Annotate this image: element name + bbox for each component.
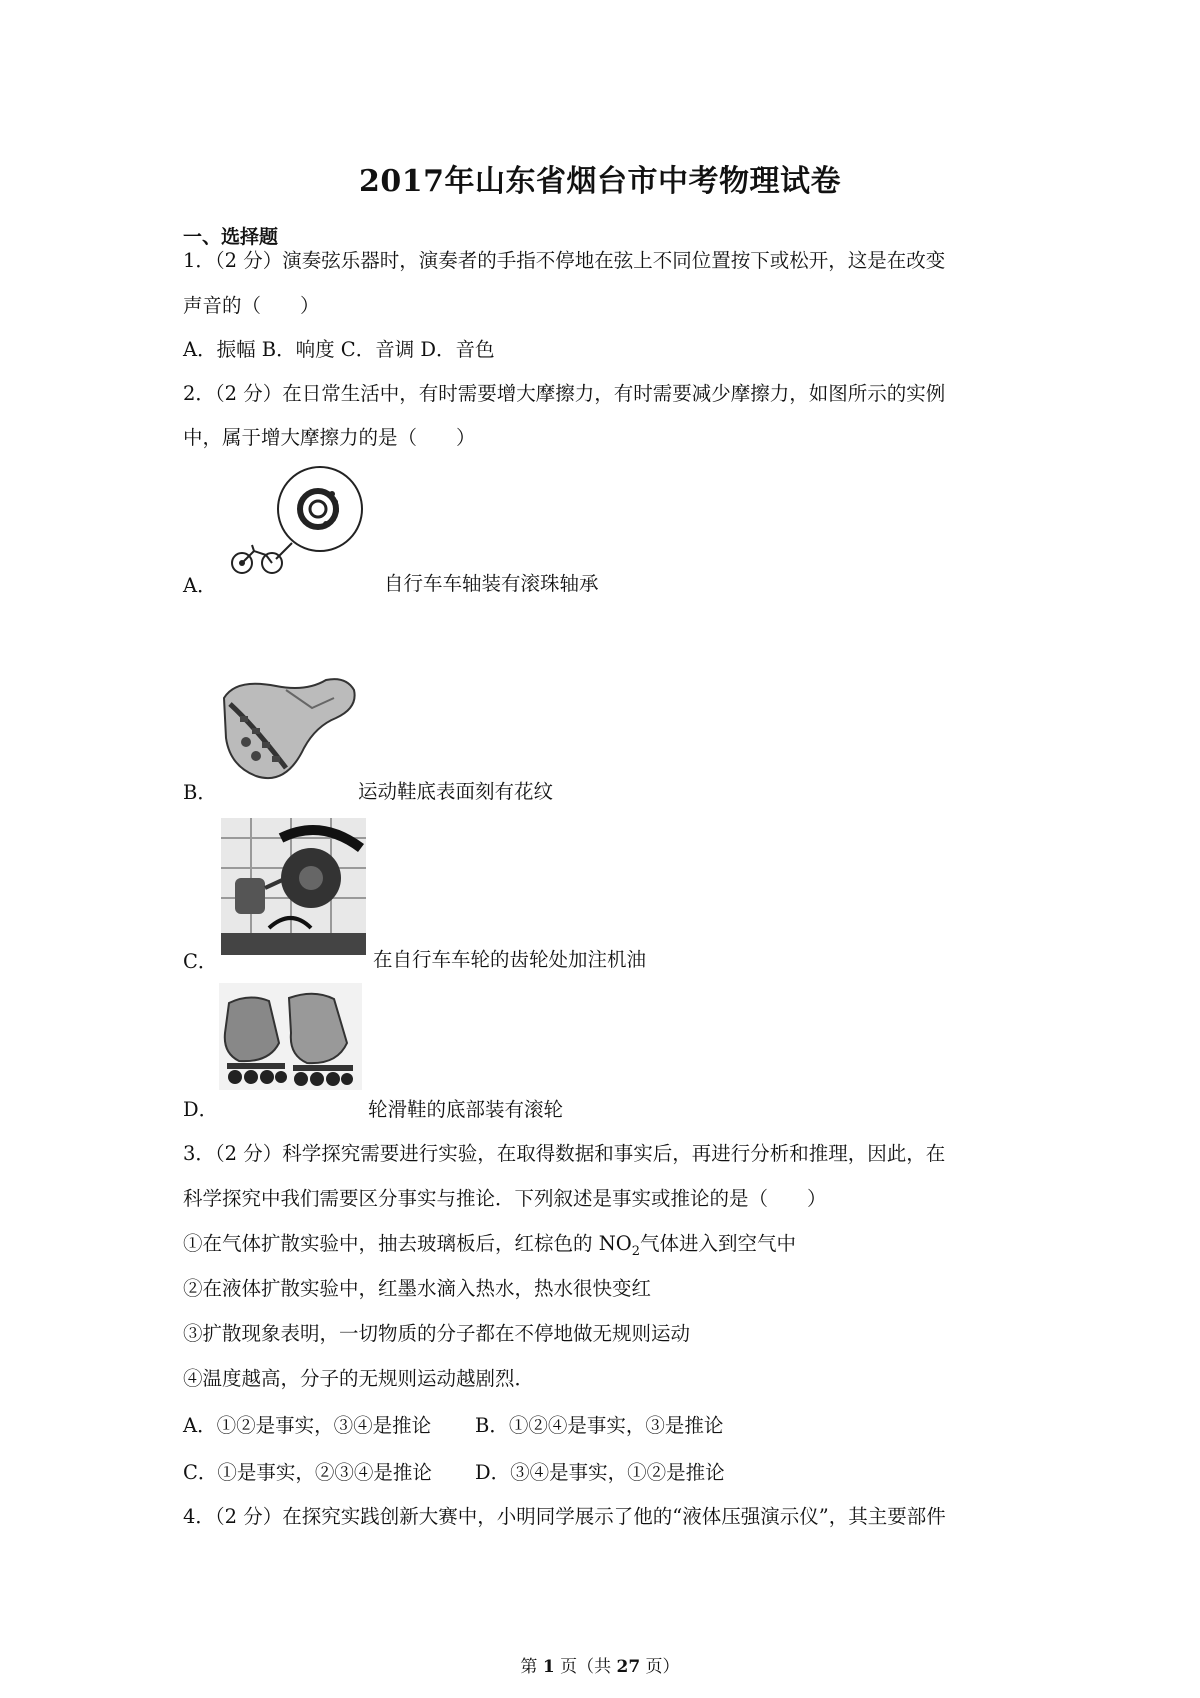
q3-statement-3: ③扩散现象表明，一切物质的分子都在不停地做无规则运动 bbox=[183, 1322, 691, 1345]
q3-statement-1: ①在气体扩散实验中，抽去玻璃板后，红棕色的 $NO_2$气体进入到空气中 bbox=[183, 1232, 797, 1259]
q3-option-b: B．①②④是事实，③是推论 bbox=[475, 1414, 724, 1437]
q2-option-d-text: 轮滑鞋的底部装有滚轮 bbox=[368, 1098, 564, 1121]
q3-statement-2: ②在液体扩散实验中，红墨水滴入热水，热水很快变红 bbox=[183, 1277, 652, 1300]
q2-option-a-text: 自行车车轴装有滚珠轴承 bbox=[384, 572, 599, 595]
q2-option-b-text: 运动鞋底表面刻有花纹 bbox=[358, 780, 554, 803]
roller-skate-icon bbox=[219, 983, 362, 1090]
q3-option-a: A．①②是事实，③④是推论 bbox=[183, 1414, 432, 1437]
section-heading: 一、选择题 bbox=[183, 226, 279, 248]
q3-option-c: C．①是事实，②③④是推论 bbox=[183, 1461, 432, 1484]
q2-option-a-letter: A． bbox=[183, 574, 217, 597]
q2-option-c-letter: C． bbox=[183, 950, 218, 973]
page-title: 2017年山东省烟台市中考物理试卷 bbox=[359, 164, 841, 199]
sneaker-sole-icon bbox=[216, 668, 361, 791]
q2-stem-line2: 中，属于增大摩擦力的是（ ） bbox=[183, 426, 476, 449]
bicycle-bearing-icon bbox=[222, 463, 372, 581]
q1-stem-line2: 声音的（ ） bbox=[183, 294, 320, 317]
q3-option-d: D．③④是事实，①②是推论 bbox=[475, 1461, 725, 1484]
q3-stem-line1: 3．（2 分）科学探究需要进行实验，在取得数据和事实后，再进行分析和推理，因此，在 bbox=[183, 1142, 946, 1165]
q3-stem-line2: 科学探究中我们需要区分事实与推论．下列叙述是事实或推论的是（ ） bbox=[183, 1187, 827, 1210]
q2-option-d-letter: D． bbox=[183, 1098, 219, 1121]
q2-stem-line1: 2．（2 分）在日常生活中，有时需要增大摩擦力，有时需要减少摩擦力，如图所示的实例 bbox=[183, 382, 946, 405]
oil-can-gear-icon bbox=[221, 818, 366, 955]
q1-stem-line1: 1．（2 分）演奏弦乐器时，演奏者的手指不停地在弦上不同位置按下或松开，这是在改变 bbox=[183, 249, 946, 272]
q4-stem-line1: 4．（2 分）在探究实践创新大赛中，小明同学展示了他的“液体压强演示仪”，其主要部件 bbox=[183, 1505, 946, 1528]
q2-option-b-letter: B． bbox=[183, 781, 217, 804]
total-pages: 27 bbox=[616, 1657, 641, 1677]
q2-option-c-text: 在自行车车轮的齿轮处加注机油 bbox=[373, 948, 647, 971]
page-footer: 第 1 页（共 27 页） bbox=[520, 1657, 680, 1677]
q3-statement-4: ④温度越高，分子的无规则运动越剧烈． bbox=[183, 1367, 535, 1390]
page-number: 1 bbox=[542, 1657, 555, 1677]
q1-options: A．振幅 B．响度 C．音调 D．音色 bbox=[183, 338, 495, 361]
